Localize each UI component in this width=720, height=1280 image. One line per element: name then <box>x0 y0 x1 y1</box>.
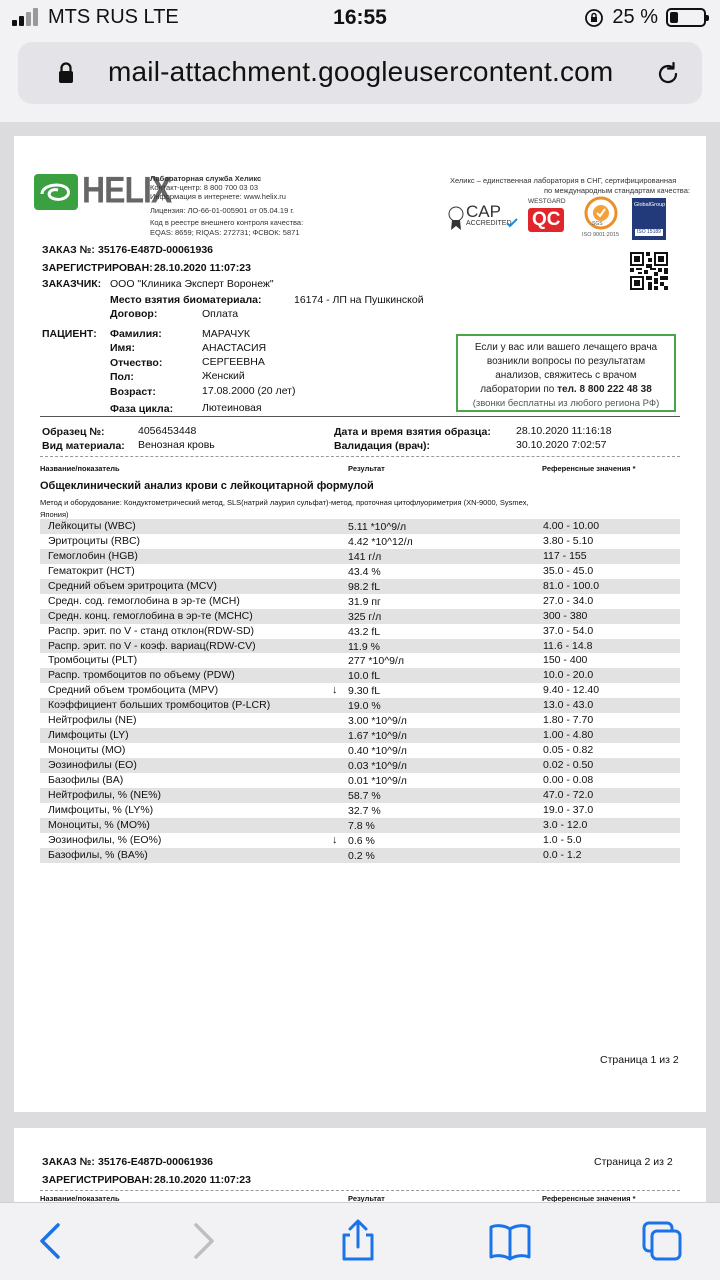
client-name: ООО "Клиника Эксперт Воронеж" <box>110 278 274 290</box>
test-result: 0.01 *10^9/л <box>348 774 407 787</box>
method-text-cont: Япония) <box>40 510 69 519</box>
reference-range: 1.80 - 7.70 <box>543 714 594 727</box>
validation-datetime: 30.10.2020 7:02:57 <box>516 439 607 451</box>
reference-range: 11.6 - 14.8 <box>543 639 593 652</box>
column-header-reference: Референсные значения * <box>542 1194 636 1202</box>
test-result: 7.8 % <box>348 819 375 832</box>
reference-range: 37.0 - 54.0 <box>543 624 594 637</box>
patient-field-label: Имя: <box>110 342 135 354</box>
test-name: Средн. конц. гемоглобина в эр-те (MCHC) <box>48 609 253 622</box>
column-header-name: Название/показатель <box>40 464 120 473</box>
lab-name: Лабораторная служба Хеликс <box>150 174 262 183</box>
test-name: Эозинофилы (EO) <box>48 759 137 771</box>
divider <box>40 416 680 417</box>
divider <box>40 1190 680 1191</box>
reference-range: 117 - 155 <box>543 549 587 562</box>
cap-seal-icon <box>448 206 464 230</box>
table-row <box>40 743 680 758</box>
helix-logo-icon <box>34 174 78 210</box>
table-row <box>40 818 680 833</box>
clock: 16:55 <box>333 6 387 29</box>
method-text: Метод и оборудование: Кондуктометрический метод, SLS(натрий лаурил сульфат)-метод, проточная цитофлуориметрия (XN-9000, Sysmex, <box>40 498 529 507</box>
place-value: 16174 - ЛП на Пушкинской <box>294 294 424 306</box>
logo-wordmark: HELIX <box>82 169 172 211</box>
test-result: 43.2 fL <box>348 625 381 638</box>
test-name: Распр. тромбоцитов по объему (PDW) <box>48 669 235 682</box>
test-result: 58.7 % <box>348 789 381 802</box>
test-result: 32.7 % <box>348 804 381 817</box>
test-result: 0.03 *10^9/л <box>348 760 407 772</box>
table-row <box>40 579 680 594</box>
table-row <box>40 773 680 788</box>
test-name: Эритроциты (RBC) <box>48 534 141 547</box>
reference-range: 0.0 - 1.2 <box>543 848 582 861</box>
table-row <box>40 519 680 534</box>
test-result: 0.2 % <box>348 849 375 862</box>
lab-registry: Код в реестре внешнего контроля качества: <box>150 218 304 227</box>
reference-range: 300 - 380 <box>543 609 588 622</box>
test-result: 277 *10^9/л <box>348 655 405 668</box>
table-row <box>40 758 680 773</box>
table-row <box>40 653 680 668</box>
registered-label: ЗАРЕГИСТРИРОВАН: <box>42 1174 153 1186</box>
results-table <box>40 519 680 863</box>
material-label: Вид материала: <box>42 440 125 452</box>
column-header-result: Результат <box>348 1194 385 1202</box>
test-result: 43.4 % <box>348 565 381 578</box>
reference-range: 47.0 - 72.0 <box>543 788 594 801</box>
table-row <box>40 803 680 818</box>
table-row <box>40 668 680 683</box>
test-name: Средний объем эритроцита (MCV) <box>48 579 217 592</box>
global-group-iso-logo: GlobalGroup ISO 15189 <box>632 198 666 240</box>
test-name: Гематокрит (HCT) <box>48 564 135 577</box>
contract-label: Договор: <box>110 308 158 320</box>
contract-value: Оплата <box>202 308 239 320</box>
test-name: Гемоглобин (HGB) <box>48 549 138 562</box>
patient-field-label: Фаза цикла: <box>110 403 174 415</box>
document-viewport[interactable] <box>0 122 720 1202</box>
validation-label: Валидация (врач): <box>334 440 431 452</box>
reference-range: 1.0 - 5.0 <box>543 833 582 846</box>
doctor-contact-notice: Если у вас или вашего лечащего врача возникли вопросы по результатам анализов, свяжитесь с врачом лаборатории по тел. 8 800 222 48 38 (звонки бесплатны из любого региона РФ) <box>456 334 676 412</box>
reference-range: 9.40 - 12.40 <box>543 684 600 697</box>
test-result: 19.0 % <box>348 700 381 713</box>
status-bar <box>0 0 720 38</box>
cap-accredited-logo: CAP ACCREDITED <box>448 202 516 240</box>
test-result: 5.11 *10^9/л <box>348 521 407 533</box>
reference-range: 0.02 - 0.50 <box>543 759 594 771</box>
lab-eqas: EQAS: 8659; RIQAS: 272731; ФСВОК: 5871 <box>150 228 300 237</box>
client-label: ЗАКАЗЧИК: <box>42 278 102 290</box>
test-result: 4.42 *10^12/л <box>348 535 413 548</box>
bookmarks-icon[interactable] <box>488 1219 532 1263</box>
document-page-2 <box>14 1128 706 1202</box>
reference-range: 35.0 - 45.0 <box>543 564 594 577</box>
reference-range: 19.0 - 37.0 <box>543 803 594 816</box>
patient-field-label: Отчество: <box>110 357 163 369</box>
battery-icon <box>666 8 706 27</box>
patient-patronymic: СЕРГЕЕВНА <box>202 356 265 368</box>
order-label: ЗАКАЗ №: <box>42 1156 95 1168</box>
lab-license: Лицензия: ЛО-66-01-005901 от 05.04.19 г. <box>150 206 295 215</box>
sample-number: 4056453448 <box>138 425 197 437</box>
patient-cycle-phase: Лютеиновая <box>202 402 262 414</box>
cert-text-2: по международным стандартам качества: <box>544 186 690 195</box>
column-header-name: Название/показатель <box>40 1194 120 1202</box>
reload-icon[interactable] <box>654 60 682 88</box>
reference-range: 3.80 - 5.10 <box>543 534 594 547</box>
low-flag-icon: ↓ <box>332 684 338 697</box>
test-result: 0.40 *10^9/л <box>348 745 407 758</box>
patient-label: ПАЦИЕНТ: <box>42 328 97 340</box>
battery-percent: 25 % <box>612 6 658 28</box>
material-value: Венозная кровь <box>138 439 215 451</box>
reference-range: 13.0 - 43.0 <box>543 699 594 712</box>
back-icon[interactable] <box>28 1219 72 1263</box>
test-name: Базофилы (BA) <box>48 773 124 786</box>
test-name: Лимфоциты (LY) <box>48 729 129 742</box>
browser-address-area <box>0 38 720 122</box>
column-header-reference: Референсные значения * <box>542 464 636 473</box>
order-number: 35176-E487D-00061936 <box>98 244 214 256</box>
table-row <box>40 609 680 624</box>
place-label: Место взятия биоматериала: <box>110 294 262 306</box>
helix-logo <box>34 169 172 216</box>
patient-field-label: Возраст: <box>110 386 156 398</box>
check-icon <box>506 218 518 228</box>
table-row <box>40 639 680 654</box>
test-name: Базофилы, % (BA%) <box>48 848 148 861</box>
table-row <box>40 833 680 848</box>
page-number: Страница 1 из 2 <box>600 1054 679 1066</box>
test-name: Средний объем тромбоцита (MPV) <box>48 684 219 697</box>
reference-range: 27.0 - 34.0 <box>543 594 594 607</box>
table-row <box>40 698 680 713</box>
table-row <box>40 534 680 549</box>
test-name: Моноциты (MO) <box>48 744 126 757</box>
reference-range: 0.05 - 0.82 <box>543 744 594 757</box>
test-name: Эозинофилы, % (EO%) <box>48 833 162 846</box>
test-result: 325 г/л <box>348 610 382 623</box>
url-text[interactable]: mail-attachment.googleusercontent.com <box>108 56 614 87</box>
test-name: Распр. эрит. по V - коэф. вариац(RDW-CV) <box>48 639 256 652</box>
test-name: Средн. сод. гемоглобина в эр-те (MCH) <box>48 594 240 607</box>
test-result: 31.9 пг <box>348 595 381 608</box>
tabs-icon[interactable] <box>640 1219 684 1263</box>
test-result: 0.6 % <box>348 834 375 847</box>
patient-field-label: Фамилия: <box>110 328 162 340</box>
taken-datetime: 28.10.2020 11:16:18 <box>516 425 612 437</box>
lab-phone[interactable]: тел. 8 800 222 48 38 <box>557 384 652 395</box>
test-name: Распр. эрит. по V - станд отклон(RDW-SD) <box>48 624 255 637</box>
forward-icon[interactable] <box>182 1219 226 1263</box>
document-page-1 <box>14 136 706 1112</box>
sample-label: Образец №: <box>42 426 105 438</box>
test-name: Лейкоциты (WBC) <box>48 520 136 532</box>
lock-icon <box>58 62 74 84</box>
table-row <box>40 848 680 863</box>
test-name: Коэффициент больших тромбоцитов (P-LCR) <box>48 699 271 712</box>
table-row <box>40 728 680 743</box>
share-icon[interactable] <box>336 1219 380 1263</box>
reference-range: 1.00 - 4.80 <box>543 729 594 742</box>
order-number: 35176-E487D-00061936 <box>98 1156 214 1168</box>
cert-text-1: Хеликс – единственная лаборатория в СНГ, сертифицированная <box>450 176 677 185</box>
lab-website: Информация в интернете: www.helix.ru <box>150 192 286 201</box>
analysis-title: Общеклинический анализ крови с лейкоцитарной формулой <box>40 480 374 492</box>
table-row <box>40 713 680 728</box>
test-result: 98.2 fL <box>348 580 381 593</box>
low-flag-icon: ↓ <box>332 833 338 846</box>
test-name: Нейтрофилы (NE) <box>48 714 137 727</box>
patient-surname: МАРАЧУК <box>202 328 251 340</box>
test-name: Нейтрофилы, % (NE%) <box>48 788 161 801</box>
lab-contact: Контакт-центр: 8 800 700 03 03 <box>150 183 259 192</box>
table-row <box>40 549 680 564</box>
order-label: ЗАКАЗ №: <box>42 244 95 256</box>
table-row <box>40 594 680 609</box>
sgs-iso-logo: SGS ISO 9001:2015 <box>580 196 622 242</box>
page-number: Страница 2 из 2 <box>594 1156 673 1168</box>
test-name: Тромбоциты (PLT) <box>48 654 138 667</box>
patient-sex: Женский <box>202 370 245 382</box>
registered-label: ЗАРЕГИСТРИРОВАН: <box>42 262 153 274</box>
reference-range: 150 - 400 <box>543 654 588 667</box>
test-result: 10.0 fL <box>348 670 381 683</box>
table-row <box>40 788 680 803</box>
registered-date: 28.10.2020 11:07:23 <box>154 262 251 274</box>
qr-code <box>630 252 668 290</box>
reference-range: 10.0 - 20.0 <box>543 669 594 682</box>
patient-field-label: Пол: <box>110 371 134 383</box>
patient-age: 17.08.2000 (20 лет) <box>202 385 296 397</box>
reference-range: 81.0 - 100.0 <box>543 579 600 592</box>
carrier-label: MTS RUS LTE <box>48 6 179 28</box>
orientation-lock-icon <box>584 8 604 28</box>
column-header-result: Результат <box>348 464 385 473</box>
test-result: 9.30 fL <box>348 685 381 698</box>
test-name: Моноциты, % (MO%) <box>48 818 150 831</box>
table-row <box>40 564 680 579</box>
reference-range: 3.0 - 12.0 <box>543 818 588 831</box>
test-result: 141 г/л <box>348 550 382 563</box>
browser-toolbar <box>0 1202 720 1280</box>
address-bar[interactable] <box>18 42 702 104</box>
reference-range: 4.00 - 10.00 <box>543 520 600 532</box>
registered-date: 28.10.2020 11:07:23 <box>154 1174 251 1186</box>
reference-range: 0.00 - 0.08 <box>543 773 594 786</box>
table-row <box>40 683 680 698</box>
table-row <box>40 624 680 639</box>
test-name: Лимфоциты, % (LY%) <box>48 803 154 816</box>
westgard-qc-logo: WESTGARD QC <box>528 198 566 230</box>
divider <box>40 456 680 457</box>
taken-label: Дата и время взятия образца: <box>334 426 491 438</box>
test-result: 3.00 *10^9/л <box>348 715 407 728</box>
test-result: 11.9 % <box>348 640 380 653</box>
patient-name: АНАСТАСИЯ <box>202 342 267 354</box>
test-result: 1.67 *10^9/л <box>348 730 407 743</box>
